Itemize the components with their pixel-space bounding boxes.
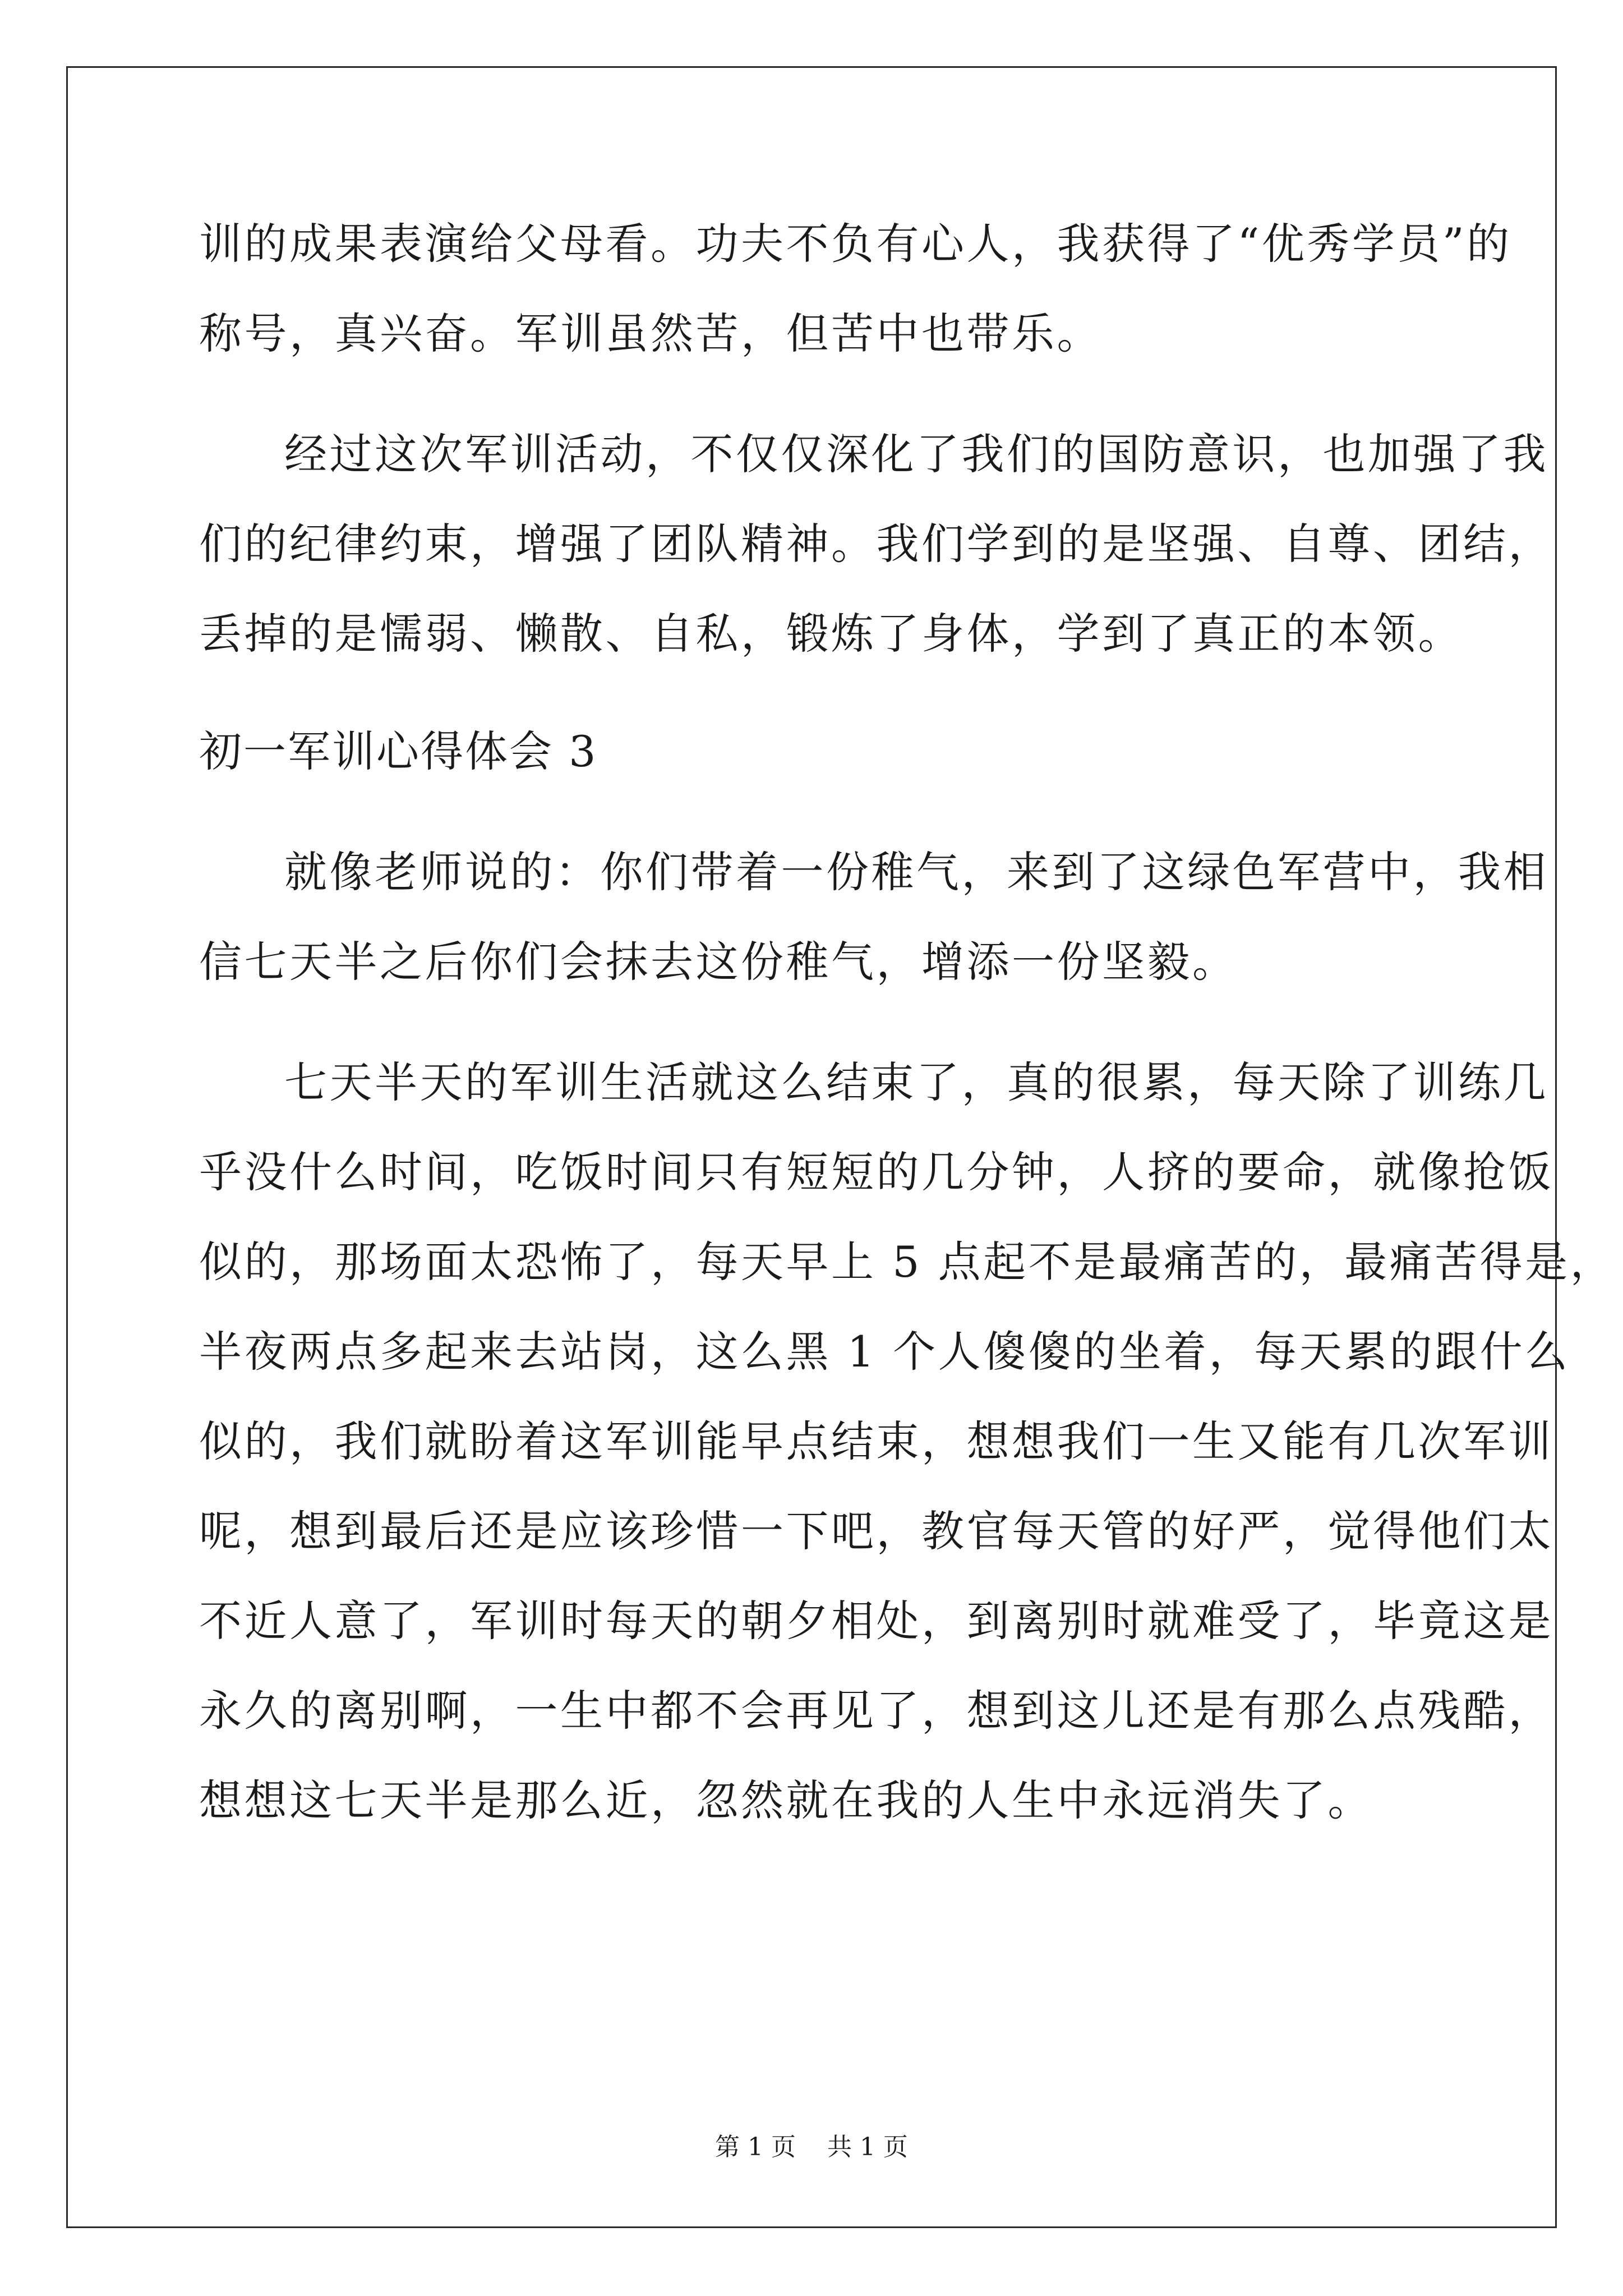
text-line: 乎没什么时间，吃饭时间只有短短的几分钟，人挤的要命，就像抢饭 (199, 1147, 1553, 1197)
section-heading: 初一军训心得体会 3 (199, 726, 598, 776)
text-line: 就像老师说的：你们带着一份稚气，来到了这绿色军营中，我相 (284, 847, 1548, 897)
page-number: 第 1 页 共 1 页 (715, 2133, 908, 2161)
text-line: 似的，我们就盼着这军训能早点结束，想想我们一生又能有几次军训 (199, 1416, 1553, 1466)
text-line: 半夜两点多起来去站岗，这么黑 1 个人傻傻的坐着，每天累的跟什么 (199, 1327, 1570, 1377)
text-line: 七天半天的军训生活就这么结束了，真的很累，每天除了训练几 (284, 1057, 1548, 1107)
text-line: 不近人意了，军训时每天的朝夕相处，到离别时就难受了，毕竟这是 (199, 1596, 1553, 1646)
text-line: 想想这七天半是那么近，忽然就在我的人生中永远消失了。 (199, 1775, 1373, 1825)
text-line: 信七天半之后你们会抹去这份稚气，增添一份坚毅。 (199, 937, 1238, 987)
text-line: 永久的离别啊，一生中都不会再见了，想到这儿还是有那么点残酷， (199, 1686, 1553, 1736)
text-line: 呢，想到最后还是应该珍惜一下吧，教官每天管的好严，觉得他们太 (199, 1506, 1553, 1556)
text-line: 丢掉的是懦弱、懒散、自私，锻炼了身体，学到了真正的本领。 (199, 609, 1463, 659)
text-line: 似的，那场面太恐怖了，每天早上 5 点起不是最痛苦的，最痛苦得是， (199, 1237, 1616, 1287)
text-line: 经过这次军训活动，不仅仅深化了我们的国防意识，也加强了我 (284, 429, 1548, 479)
text-line: 训的成果表演给父母看。功夫不负有心人，我获得了“优秀学员”的 (199, 219, 1512, 269)
text-line: 们的纪律约束，增强了团队精神。我们学到的是坚强、自尊、团结， (199, 519, 1553, 569)
text-line: 称号，真兴奋。军训虽然苦，但苦中也带乐。 (199, 309, 1102, 358)
